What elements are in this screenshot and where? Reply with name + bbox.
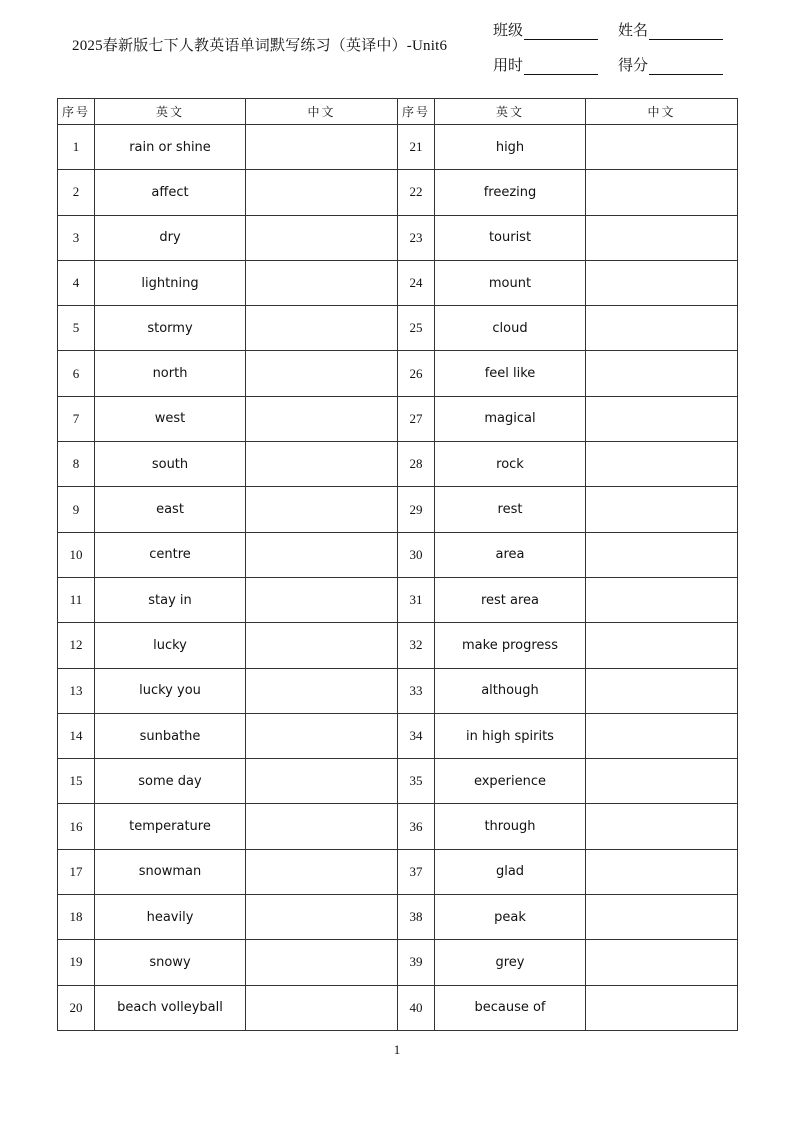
word-number: 39 [398,940,435,985]
word-number: 18 [58,895,95,940]
chinese-answer-cell[interactable] [586,804,738,849]
name-label: 姓名 [618,23,649,39]
word-number: 34 [398,713,435,758]
english-word: heavily [95,895,246,940]
word-number: 31 [398,577,435,622]
english-word: north [95,351,246,396]
chinese-answer-cell[interactable] [586,125,738,170]
word-number: 2 [58,170,95,215]
chinese-answer-cell[interactable] [246,713,398,758]
english-word: lightning [95,260,246,305]
word-number: 5 [58,306,95,351]
table-row [58,125,738,170]
word-number: 4 [58,260,95,305]
chinese-answer-cell[interactable] [246,532,398,577]
english-word: rock [435,442,586,487]
word-number: 17 [58,849,95,894]
chinese-answer-cell[interactable] [586,849,738,894]
chinese-answer-cell[interactable] [246,940,398,985]
page-title: 2025春新版七下人教英语单词默写练习（英译中）-Unit6 [72,38,448,54]
table-row [58,985,738,1030]
table-row [58,442,738,487]
chinese-answer-cell[interactable] [586,306,738,351]
chinese-answer-cell[interactable] [586,895,738,940]
word-number: 30 [398,532,435,577]
time-field[interactable] [493,54,598,75]
english-word: in high spirits [435,713,586,758]
word-number: 36 [398,804,435,849]
word-number: 22 [398,170,435,215]
english-word: affect [95,170,246,215]
word-number: 11 [58,577,95,622]
score-label: 得分 [618,58,649,74]
word-number: 23 [398,215,435,260]
word-number: 35 [398,759,435,804]
word-number: 25 [398,306,435,351]
table-row [58,668,738,713]
word-number: 38 [398,895,435,940]
word-number: 16 [58,804,95,849]
class-blank[interactable] [524,25,598,40]
chinese-answer-cell[interactable] [586,351,738,396]
chinese-answer-cell[interactable] [246,849,398,894]
header-en-right: 英文 [435,99,586,125]
table-row [58,577,738,622]
word-number: 9 [58,487,95,532]
chinese-answer-cell[interactable] [586,215,738,260]
table-header-row [58,99,738,125]
english-word: temperature [95,804,246,849]
english-word: because of [435,985,586,1030]
chinese-answer-cell[interactable] [586,985,738,1030]
english-word: cloud [435,306,586,351]
word-number: 37 [398,849,435,894]
class-field[interactable] [493,19,598,40]
word-number: 14 [58,713,95,758]
english-word: lucky [95,623,246,668]
score-field[interactable] [618,54,723,75]
word-number: 32 [398,623,435,668]
chinese-answer-cell[interactable] [586,260,738,305]
word-number: 19 [58,940,95,985]
english-word: some day [95,759,246,804]
english-word: stormy [95,306,246,351]
english-word: east [95,487,246,532]
english-word: rest [435,487,586,532]
english-word: mount [435,260,586,305]
chinese-answer-cell[interactable] [586,759,738,804]
table-row [58,940,738,985]
table-row [58,306,738,351]
table-row [58,215,738,260]
chinese-answer-cell[interactable] [246,804,398,849]
score-blank[interactable] [649,60,723,75]
chinese-answer-cell[interactable] [586,532,738,577]
chinese-answer-cell[interactable] [586,487,738,532]
english-word: although [435,668,586,713]
word-number: 3 [58,215,95,260]
table-row [58,713,738,758]
chinese-answer-cell[interactable] [246,215,398,260]
english-word: tourist [435,215,586,260]
english-word: grey [435,940,586,985]
table-row [58,487,738,532]
chinese-answer-cell[interactable] [246,985,398,1030]
english-word: stay in [95,577,246,622]
table-row [58,351,738,396]
chinese-answer-cell[interactable] [246,306,398,351]
english-word: area [435,532,586,577]
table-row [58,895,738,940]
english-word: west [95,396,246,441]
table-row [58,260,738,305]
page-number: 1 [393,1042,401,1057]
word-number: 40 [398,985,435,1030]
chinese-answer-cell[interactable] [586,442,738,487]
word-number: 21 [398,125,435,170]
table-row [58,804,738,849]
header-num-left: 序号 [58,99,95,125]
word-number: 10 [58,532,95,577]
chinese-answer-cell[interactable] [586,623,738,668]
english-word: snowman [95,849,246,894]
english-word: south [95,442,246,487]
chinese-answer-cell[interactable] [246,623,398,668]
table-row [58,759,738,804]
english-word: experience [435,759,586,804]
word-number: 29 [398,487,435,532]
chinese-answer-cell[interactable] [586,396,738,441]
chinese-answer-cell[interactable] [246,895,398,940]
english-word: centre [95,532,246,577]
header-zh-left: 中文 [246,99,398,125]
header-num-right: 序号 [398,99,435,125]
table-row [58,532,738,577]
english-word: through [435,804,586,849]
word-number: 12 [58,623,95,668]
english-word: sunbathe [95,713,246,758]
header-zh-right: 中文 [586,99,738,125]
table-row [58,396,738,441]
time-blank[interactable] [524,60,598,75]
word-number: 26 [398,351,435,396]
english-word: glad [435,849,586,894]
word-number: 6 [58,351,95,396]
table-row [58,849,738,894]
chinese-answer-cell[interactable] [246,487,398,532]
word-number: 27 [398,396,435,441]
english-word: freezing [435,170,586,215]
chinese-answer-cell[interactable] [246,125,398,170]
english-word: snowy [95,940,246,985]
english-word: feel like [435,351,586,396]
word-number: 8 [58,442,95,487]
word-number: 15 [58,759,95,804]
english-word: make progress [435,623,586,668]
vocab-table [57,98,738,1031]
english-word: rain or shine [95,125,246,170]
chinese-answer-cell[interactable] [246,170,398,215]
word-number: 20 [58,985,95,1030]
word-number: 13 [58,668,95,713]
english-word: rest area [435,577,586,622]
chinese-answer-cell[interactable] [586,170,738,215]
table-row [58,170,738,215]
chinese-answer-cell[interactable] [246,260,398,305]
chinese-answer-cell[interactable] [586,668,738,713]
chinese-answer-cell[interactable] [586,577,738,622]
word-number: 24 [398,260,435,305]
chinese-answer-cell[interactable] [246,759,398,804]
chinese-answer-cell[interactable] [246,351,398,396]
english-word: beach volleyball [95,985,246,1030]
english-word: dry [95,215,246,260]
name-field[interactable] [618,19,723,40]
table-row [58,623,738,668]
chinese-answer-cell[interactable] [246,577,398,622]
chinese-answer-cell[interactable] [246,442,398,487]
class-label: 班级 [493,23,524,39]
word-number: 28 [398,442,435,487]
header-en-left: 英文 [95,99,246,125]
chinese-answer-cell[interactable] [586,940,738,985]
english-word: peak [435,895,586,940]
word-number: 1 [58,125,95,170]
chinese-answer-cell[interactable] [246,396,398,441]
word-number: 7 [58,396,95,441]
word-number: 33 [398,668,435,713]
chinese-answer-cell[interactable] [586,713,738,758]
english-word: high [435,125,586,170]
chinese-answer-cell[interactable] [246,668,398,713]
time-label: 用时 [493,58,524,74]
english-word: lucky you [95,668,246,713]
name-blank[interactable] [649,25,723,40]
english-word: magical [435,396,586,441]
